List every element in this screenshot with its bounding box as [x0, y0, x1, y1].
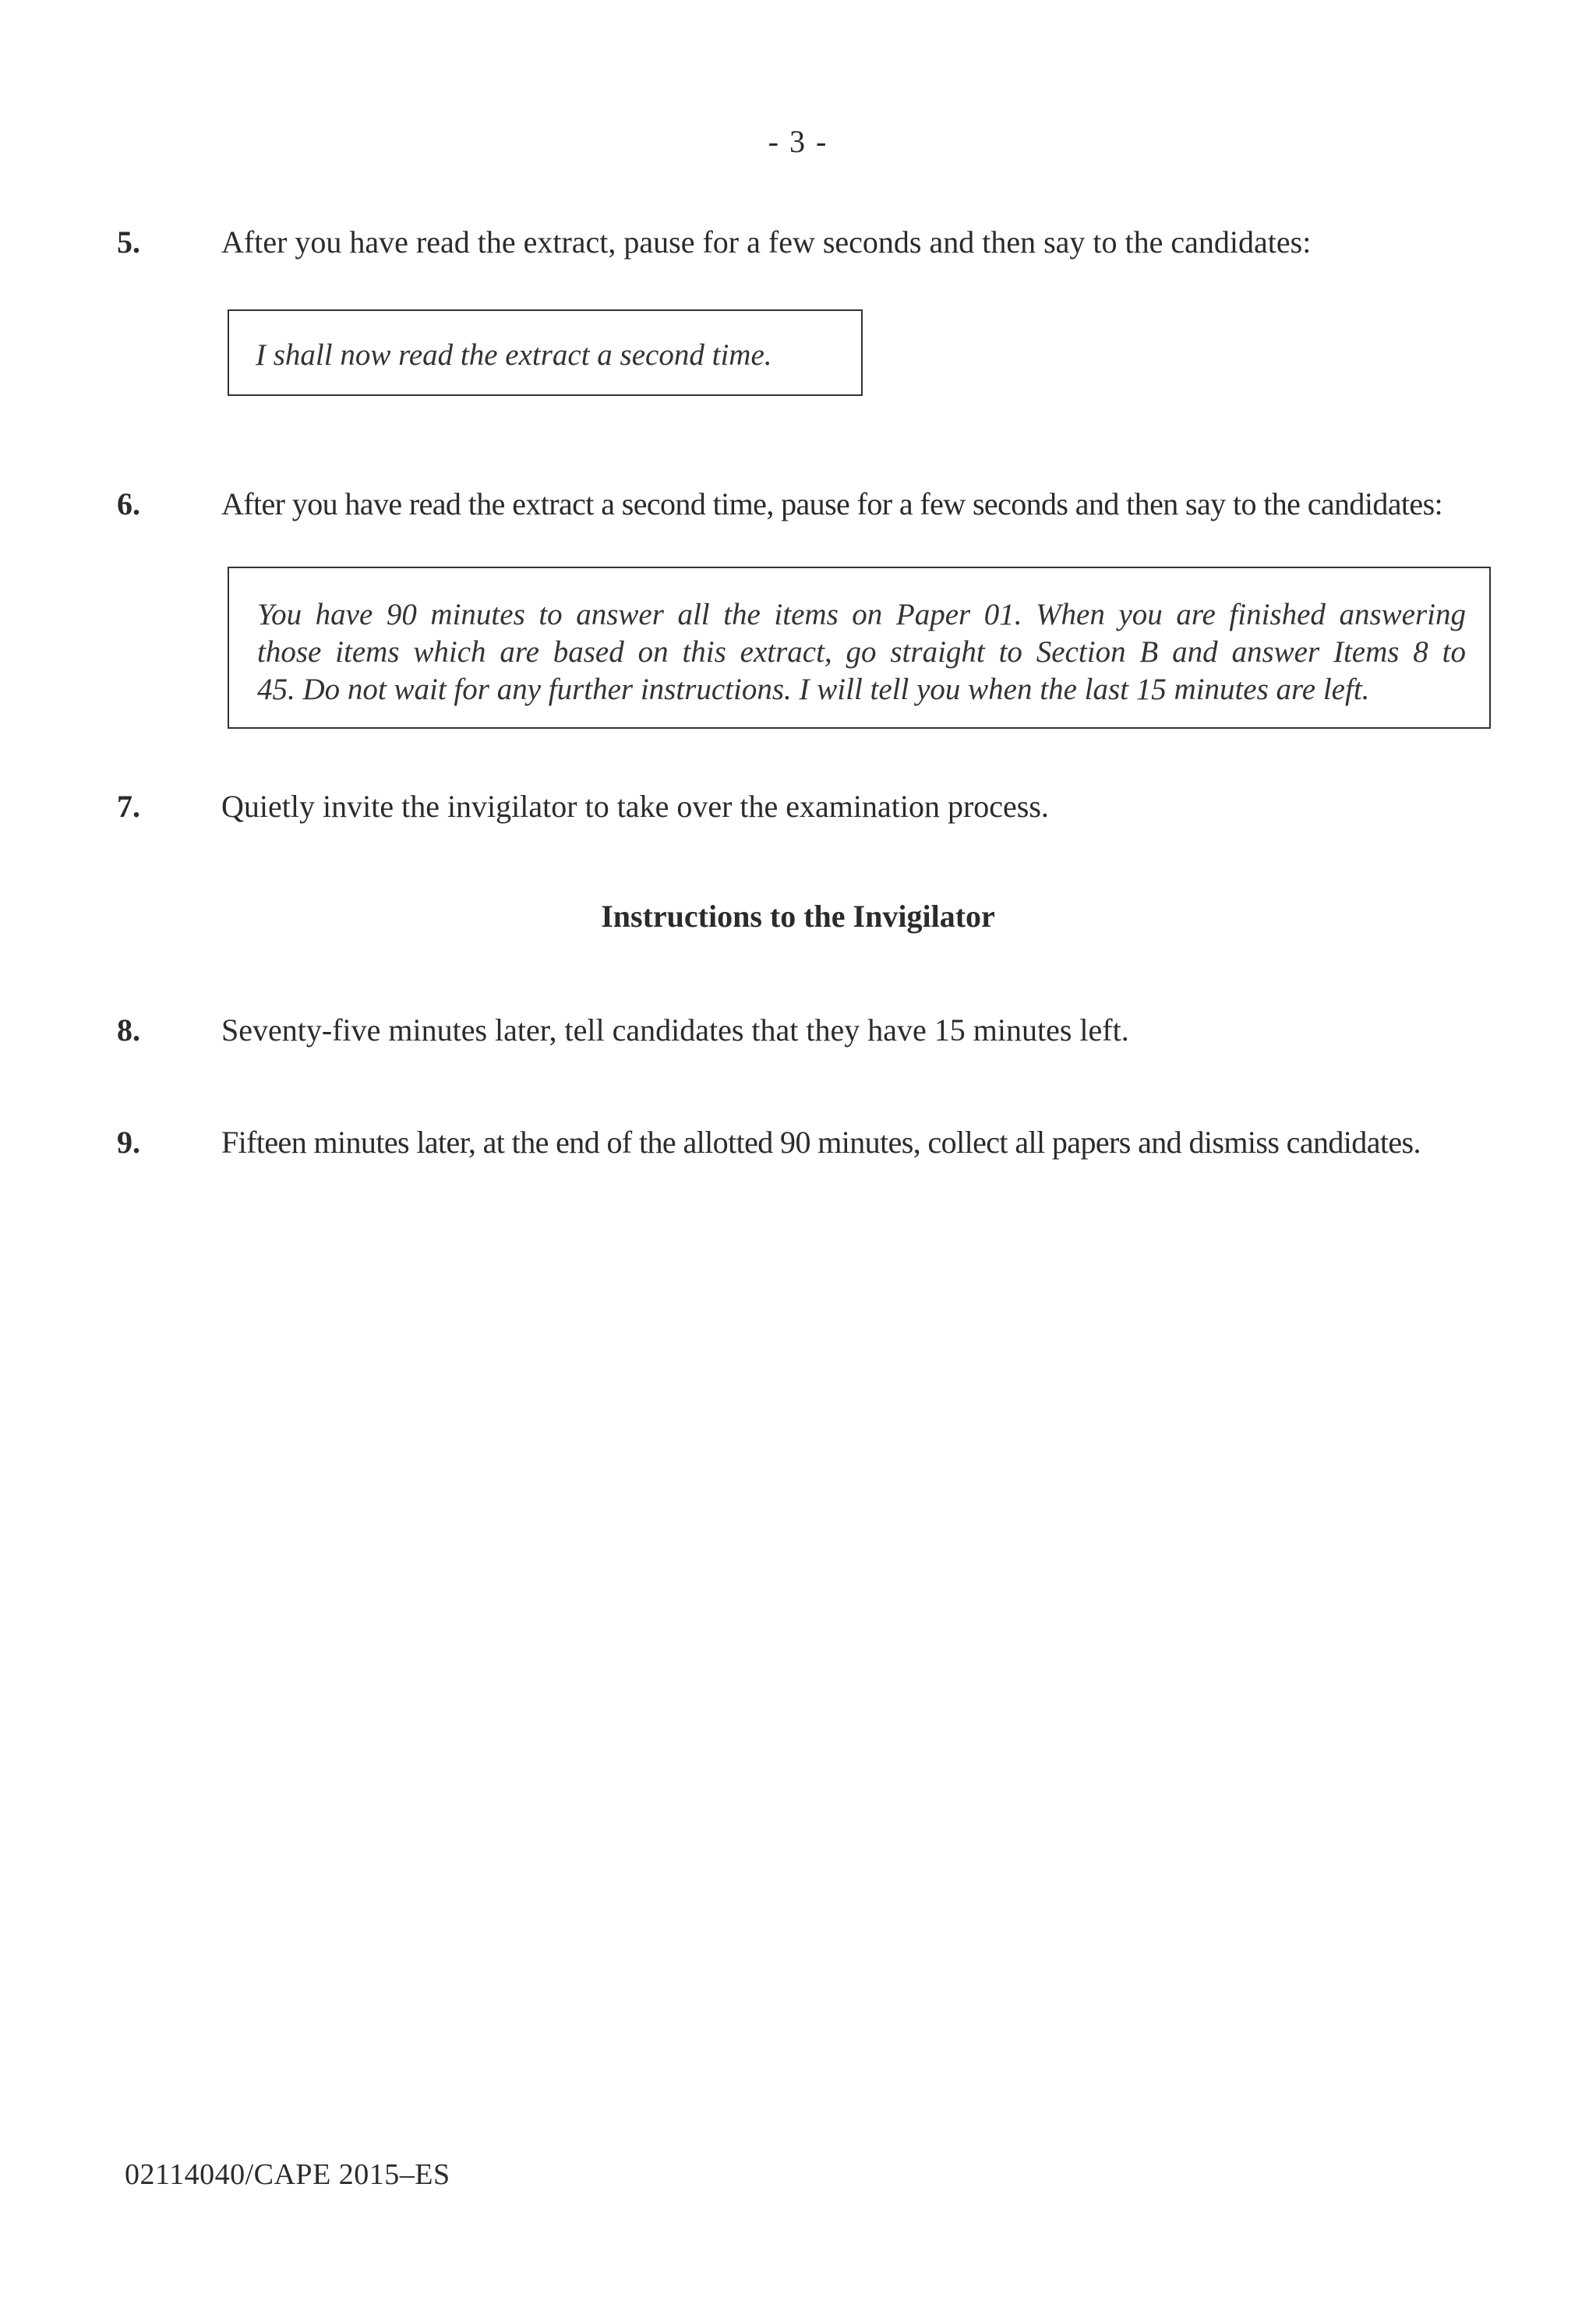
script-box-second [228, 567, 1491, 729]
item-number: 5. [117, 224, 140, 260]
item-number: 8. [117, 1012, 140, 1048]
item-text: Seventy-five minutes later, tell candidates that they have 15 minutes left. [221, 1012, 1129, 1048]
document-code-footer: 02114040/CAPE 2015–ES [125, 2158, 450, 2191]
script-text: I shall now read the extract a second time. [256, 338, 772, 372]
item-number: 9. [117, 1125, 140, 1160]
script-box-first [228, 309, 863, 396]
item-text: Quietly invite the invigilator to take over the examination process. [221, 789, 1049, 824]
item-text: After you have read the extract, pause for a few seconds and then say to the candidates: [221, 224, 1312, 260]
item-number: 7. [117, 789, 140, 824]
page-number: - 3 - [768, 124, 828, 159]
item-text: Fifteen minutes later, at the end of the allotted 90 minutes, collect all papers and dismiss candidates. [221, 1125, 1421, 1160]
item-text: After you have read the extract a second time, pause for a few seconds and then say to the candidates: [221, 486, 1443, 521]
script-line: You have 90 minutes to answer all the items on Paper 01. When you are finished answering [257, 598, 1466, 631]
script-line: those items which are based on this extract, go straight to Section B and answer Items 8 to [257, 635, 1466, 669]
item-number: 6. [117, 486, 140, 521]
script-line: 45. Do not wait for any further instructions. I will tell you when the last 15 minutes are left. [257, 673, 1370, 706]
section-heading: Instructions to the Invigilator [601, 899, 995, 934]
